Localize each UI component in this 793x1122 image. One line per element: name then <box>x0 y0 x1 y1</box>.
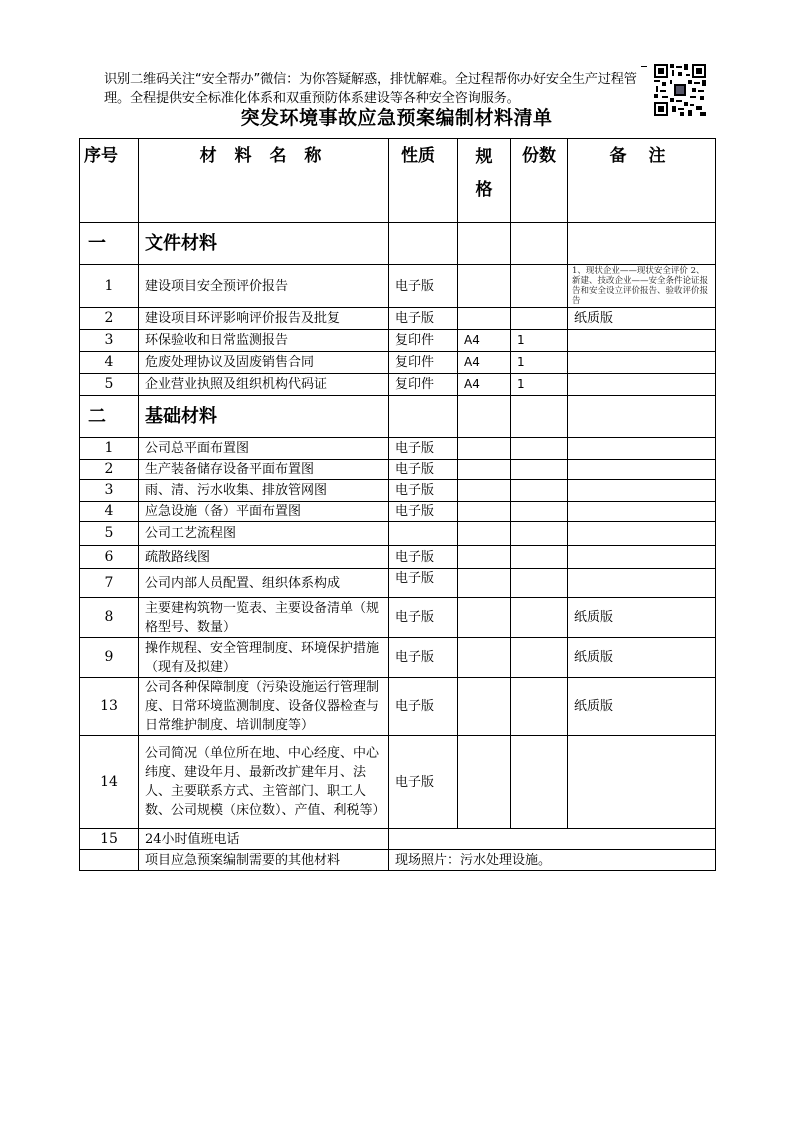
header-remark: 备 注 <box>568 139 716 223</box>
row-no: 14 <box>80 736 139 829</box>
row-copies <box>511 502 568 522</box>
row-no: 3 <box>80 330 139 352</box>
row-copies <box>511 569 568 598</box>
materials-table <box>79 138 716 871</box>
row-remark <box>568 460 716 480</box>
row-no: 15 <box>80 829 139 850</box>
row-type: 电子版 <box>389 736 458 829</box>
row-type: 电子版 <box>389 638 458 678</box>
header-spec: 规 格 <box>458 139 511 223</box>
row-no: 7 <box>80 569 139 598</box>
row-no: 3 <box>80 480 139 502</box>
row-spec: A4 <box>458 352 511 374</box>
row-copies <box>511 736 568 829</box>
row-spec <box>458 638 511 678</box>
table-row <box>80 598 716 638</box>
row-copies <box>511 438 568 460</box>
row-name: 企业营业执照及组织机构代码证 <box>139 374 389 396</box>
table-row <box>80 522 716 546</box>
section-row <box>80 396 716 438</box>
row-remark: 纸质版 <box>568 678 716 736</box>
table-row <box>80 374 716 396</box>
row-spec <box>458 438 511 460</box>
table-row <box>80 480 716 502</box>
row-spec <box>458 736 511 829</box>
row-copies <box>511 546 568 569</box>
row-name: 环保验收和日常监测报告 <box>139 330 389 352</box>
row-name: 建设项目环评影响评价报告及批复 <box>139 308 389 330</box>
row-remark <box>568 438 716 460</box>
row-merged-cell: 现场照片：污水处理设施。 <box>389 850 716 871</box>
row-copies <box>511 460 568 480</box>
row-remark <box>568 352 716 374</box>
row-spec <box>458 598 511 638</box>
row-no <box>80 850 139 871</box>
intro-text: 识别二维码关注“安全帮办”微信：为你答疑解惑，排忧解难。全过程帮你办好安全生产过程管理。全程提供安全标准化体系和双重预防体系建设等各种安全咨询服务。 <box>104 72 637 106</box>
header-no: 序号 <box>80 139 139 223</box>
row-type <box>389 522 458 546</box>
row-no: 5 <box>80 522 139 546</box>
row-spec <box>458 546 511 569</box>
row-type: 电子版 <box>389 438 458 460</box>
row-spec <box>458 308 511 330</box>
section-index: 二 <box>80 396 139 438</box>
row-no: 1 <box>80 265 139 308</box>
section-index: 一 <box>80 223 139 265</box>
row-type: 电子版 <box>389 265 458 308</box>
row-type: 电子版 <box>389 308 458 330</box>
row-remark: 1、现状企业——现状安全评价 2、新建、技改企业——安全条件论证报告和安全设立评价报告、验收评价报告 <box>568 265 716 308</box>
divider-dash <box>641 66 647 67</box>
row-no: 4 <box>80 502 139 522</box>
row-name: 公司各种保障制度（污染设施运行管理制度、日常环境监测制度、设备仪器检查与日常维护制度、培训制度等） <box>139 678 389 736</box>
row-type: 电子版 <box>389 598 458 638</box>
row-remark <box>568 736 716 829</box>
row-copies <box>511 522 568 546</box>
section-title: 基础材料 <box>139 396 389 438</box>
row-spec <box>458 678 511 736</box>
header-name: 材 料 名 称 <box>139 139 389 223</box>
row-spec <box>458 522 511 546</box>
table-row <box>80 829 716 850</box>
table-row <box>80 850 716 871</box>
row-name: 公司内部人员配置、组织体系构成 <box>139 569 389 598</box>
row-spec <box>458 480 511 502</box>
row-copies <box>511 308 568 330</box>
row-remark: 纸质版 <box>568 308 716 330</box>
row-name: 应急设施（备）平面布置图 <box>139 502 389 522</box>
row-name: 项目应急预案编制需要的其他材料 <box>139 850 389 871</box>
row-no: 1 <box>80 438 139 460</box>
table-row <box>80 438 716 460</box>
row-name: 公司工艺流程图 <box>139 522 389 546</box>
row-copies <box>511 598 568 638</box>
row-type: 复印件 <box>389 374 458 396</box>
row-name: 公司简况（单位所在地、中心经度、中心纬度、建设年月、最新改扩建年月、法人、主要联系方式、主管部门、职工人数、公司规模（床位数）、产值、利税等） <box>139 736 389 829</box>
row-remark <box>568 330 716 352</box>
table-row <box>80 352 716 374</box>
row-type: 复印件 <box>389 352 458 374</box>
row-no: 13 <box>80 678 139 736</box>
page-title: 突发环境事故应急预案编制材料清单 <box>240 107 553 129</box>
section-row <box>80 223 716 265</box>
row-spec <box>458 502 511 522</box>
table-row <box>80 569 716 598</box>
section-title: 文件材料 <box>139 223 389 265</box>
row-type: 电子版 <box>389 460 458 480</box>
row-remark <box>568 546 716 569</box>
table-row <box>80 638 716 678</box>
table-row <box>80 265 716 308</box>
row-remark <box>568 374 716 396</box>
row-no: 5 <box>80 374 139 396</box>
row-type: 复印件 <box>389 330 458 352</box>
row-name: 主要建构筑物一览表、主要设备清单（规格型号、数量） <box>139 598 389 638</box>
row-type: 电子版 <box>389 569 458 598</box>
row-no: 2 <box>80 460 139 480</box>
table-row <box>80 546 716 569</box>
row-no: 4 <box>80 352 139 374</box>
row-type: 电子版 <box>389 546 458 569</box>
table-row <box>80 502 716 522</box>
row-remark <box>568 480 716 502</box>
row-no: 8 <box>80 598 139 638</box>
row-copies <box>511 265 568 308</box>
row-name: 疏散路线图 <box>139 546 389 569</box>
row-spec <box>458 569 511 598</box>
table-row <box>80 330 716 352</box>
row-remark: 纸质版 <box>568 598 716 638</box>
row-name: 操作规程、安全管理制度、环境保护措施（现有及拟建） <box>139 638 389 678</box>
row-remark <box>568 522 716 546</box>
row-spec <box>458 265 511 308</box>
row-no: 6 <box>80 546 139 569</box>
table-row <box>80 308 716 330</box>
row-copies: 1 <box>511 374 568 396</box>
row-name: 雨、清、污水收集、排放管网图 <box>139 480 389 502</box>
row-name: 生产装备储存设备平面布置图 <box>139 460 389 480</box>
table-header-row <box>80 139 716 223</box>
row-type: 电子版 <box>389 678 458 736</box>
row-name: 危废处理协议及固废销售合同 <box>139 352 389 374</box>
row-copies <box>511 480 568 502</box>
table-row <box>80 460 716 480</box>
table-row <box>80 678 716 736</box>
table-row <box>80 736 716 829</box>
header-type: 性质 <box>389 139 458 223</box>
row-spec: A4 <box>458 374 511 396</box>
row-type: 电子版 <box>389 480 458 502</box>
row-remark <box>568 502 716 522</box>
row-copies: 1 <box>511 330 568 352</box>
header-copies: 份数 <box>511 139 568 223</box>
row-copies <box>511 678 568 736</box>
row-spec <box>458 460 511 480</box>
row-remark <box>568 569 716 598</box>
row-no: 2 <box>80 308 139 330</box>
row-spec: A4 <box>458 330 511 352</box>
row-remark: 纸质版 <box>568 638 716 678</box>
row-copies: 1 <box>511 352 568 374</box>
row-name: 公司总平面布置图 <box>139 438 389 460</box>
row-merged-cell <box>389 829 716 850</box>
row-name: 建设项目安全预评价报告 <box>139 265 389 308</box>
row-name: 24小时值班电话 <box>139 829 389 850</box>
row-copies <box>511 638 568 678</box>
row-no: 9 <box>80 638 139 678</box>
row-type: 电子版 <box>389 502 458 522</box>
